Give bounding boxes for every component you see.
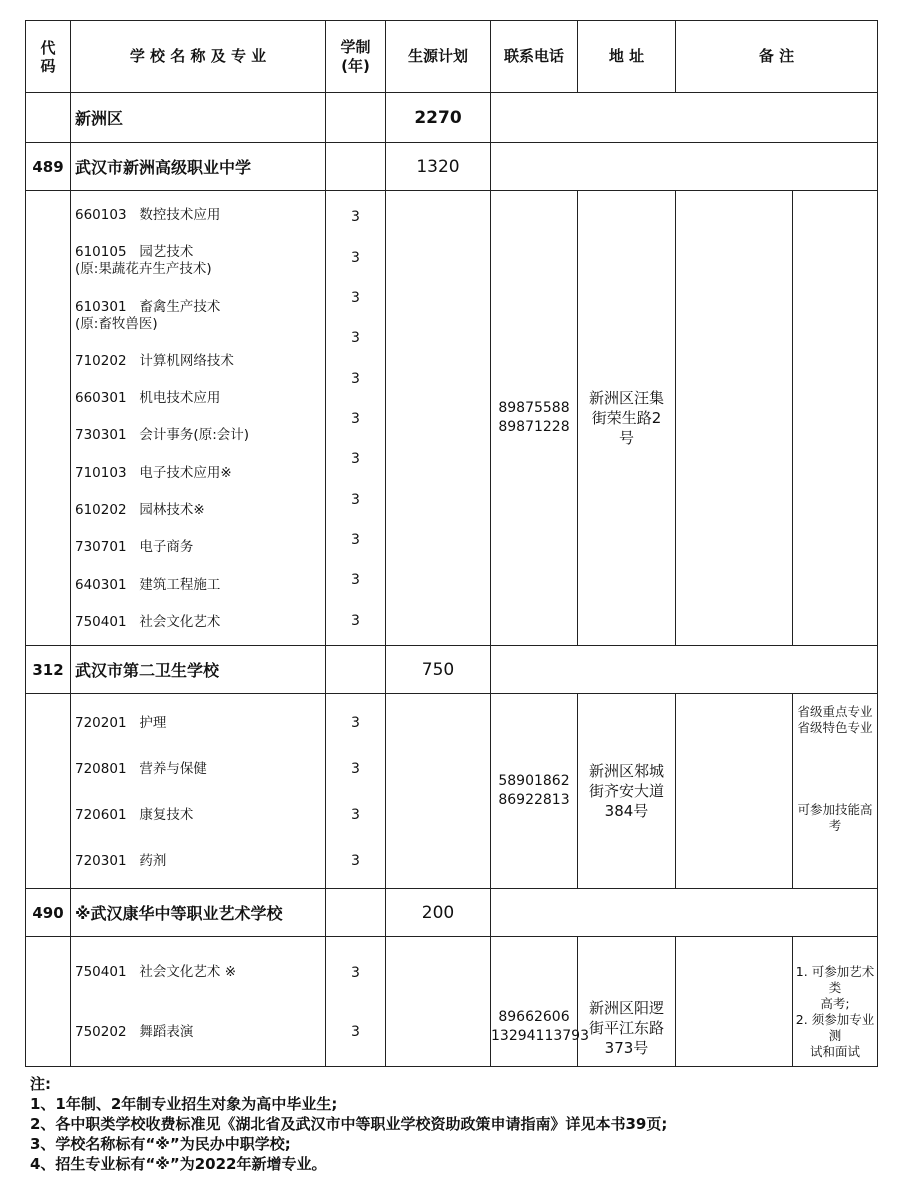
years-list xyxy=(326,937,385,1066)
list-item: 750401 社会文化艺术 ※ xyxy=(75,964,237,981)
list-item: 710103 电子技术应用※ xyxy=(75,464,232,481)
list-item: 720601 康复技术 xyxy=(75,806,194,823)
years-value: 3 xyxy=(351,249,360,266)
majors-block xyxy=(26,937,878,1067)
years-value: 3 xyxy=(351,289,360,306)
school-address: 新洲区阳逻 街平江东路 373号 xyxy=(578,937,676,1067)
years-value: 3 xyxy=(351,612,360,629)
school-phone: 89662606 13294113793 xyxy=(491,937,578,1067)
table-header-row xyxy=(26,21,878,93)
footnote-item: 4、招生专业标有“※”为2022年新增专业。 xyxy=(30,1155,327,1173)
header-school: 学 校 名 称 及 专 业 xyxy=(71,21,326,93)
years-value: 3 xyxy=(351,209,360,226)
school-name: 武汉市第二卫生学校 xyxy=(71,646,326,694)
list-item: 750401 社会文化艺术 xyxy=(75,613,221,630)
header-address: 地 址 xyxy=(578,21,676,93)
school-code: 489 xyxy=(26,143,71,191)
school-plan: 200 xyxy=(386,889,491,937)
years-value: 3 xyxy=(351,853,360,869)
list-item: 730701 电子商务 xyxy=(75,539,194,556)
school-code: 490 xyxy=(26,889,71,937)
list-item: 640301 建筑工程施工 xyxy=(75,576,221,593)
footnote-item: 1、1年制、2年制专业招生对象为高中毕业生; xyxy=(30,1095,338,1113)
list-item: 610301 畜禽生产技术 (原:畜牧兽医) xyxy=(75,298,221,332)
years-value: 3 xyxy=(351,761,360,777)
school-name: 武汉市新洲高级职业中学 xyxy=(71,143,326,191)
school-phone: 89875588 89871228 xyxy=(491,191,578,646)
list-item: 720801 营养与保健 xyxy=(75,760,207,777)
header-plan: 生源计划 xyxy=(386,21,491,93)
footnote-item: 2、各中职类学校收费标准见《湖北省及武汉市中等职业学校资助政策申请指南》详见本书39页; xyxy=(30,1115,668,1133)
school-row xyxy=(26,889,878,937)
list-item: 610202 园林技术※ xyxy=(75,501,205,518)
years-value: 3 xyxy=(351,410,360,427)
years-value: 3 xyxy=(351,572,360,589)
years-list xyxy=(326,694,385,888)
list-item: 610105 园艺技术 (原:果蔬花卉生产技术) xyxy=(75,244,212,278)
school-plan: 750 xyxy=(386,646,491,694)
list-item: 660103 数控技术应用 xyxy=(75,207,221,224)
years-list xyxy=(326,191,385,645)
list-item: 710202 计算机网络技术 xyxy=(75,352,234,369)
enrollment-table xyxy=(25,20,878,1067)
list-item: 730301 会计事务(原:会计) xyxy=(75,427,250,444)
years-value: 3 xyxy=(351,715,360,731)
school-row xyxy=(26,646,878,694)
major-list xyxy=(71,191,325,645)
footnotes-title: 注: xyxy=(30,1075,51,1093)
majors-block xyxy=(26,694,878,889)
school-code: 312 xyxy=(26,646,71,694)
district-row xyxy=(26,93,878,143)
header-code: 代码 xyxy=(26,21,71,93)
school-plan: 1320 xyxy=(386,143,491,191)
district-plan: 2270 xyxy=(386,93,491,143)
school-row xyxy=(26,143,878,191)
school-remark: 省级重点专业 省级特色专业 可参加技能高考 xyxy=(793,694,878,889)
footnote-item: 3、学校名称标有“※”为民办中职学校; xyxy=(30,1135,291,1153)
district-name: 新洲区 xyxy=(71,93,326,143)
footnotes xyxy=(30,1074,667,1174)
list-item: 720201 护理 xyxy=(75,714,167,731)
header-remark: 备 注 xyxy=(676,21,878,93)
list-item: 660301 机电技术应用 xyxy=(75,390,221,407)
years-value: 3 xyxy=(351,330,360,347)
years-value: 3 xyxy=(351,807,360,823)
header-phone: 联系电话 xyxy=(491,21,578,93)
school-remark: 1. 可参加艺术类 高考; 2. 须参加专业测 试和面试 xyxy=(793,937,878,1067)
major-list xyxy=(71,694,325,888)
header-years: 学制(年) xyxy=(326,21,386,93)
years-value: 3 xyxy=(351,964,360,981)
list-item: 720301 药剂 xyxy=(75,852,167,869)
school-name: ※武汉康华中等职业艺术学校 xyxy=(71,889,326,937)
major-list xyxy=(71,937,325,1066)
school-address: 新洲区邾城 街齐安大道 384号 xyxy=(578,694,676,889)
years-value: 3 xyxy=(351,451,360,468)
school-address: 新洲区汪集 街荣生路2 号 xyxy=(578,191,676,646)
years-value: 3 xyxy=(351,370,360,387)
years-value: 3 xyxy=(351,532,360,549)
years-value: 3 xyxy=(351,1024,360,1041)
list-item: 750202 舞蹈表演 xyxy=(75,1023,194,1040)
years-value: 3 xyxy=(351,491,360,508)
school-phone: 58901862 86922813 xyxy=(491,694,578,889)
majors-block xyxy=(26,191,878,646)
